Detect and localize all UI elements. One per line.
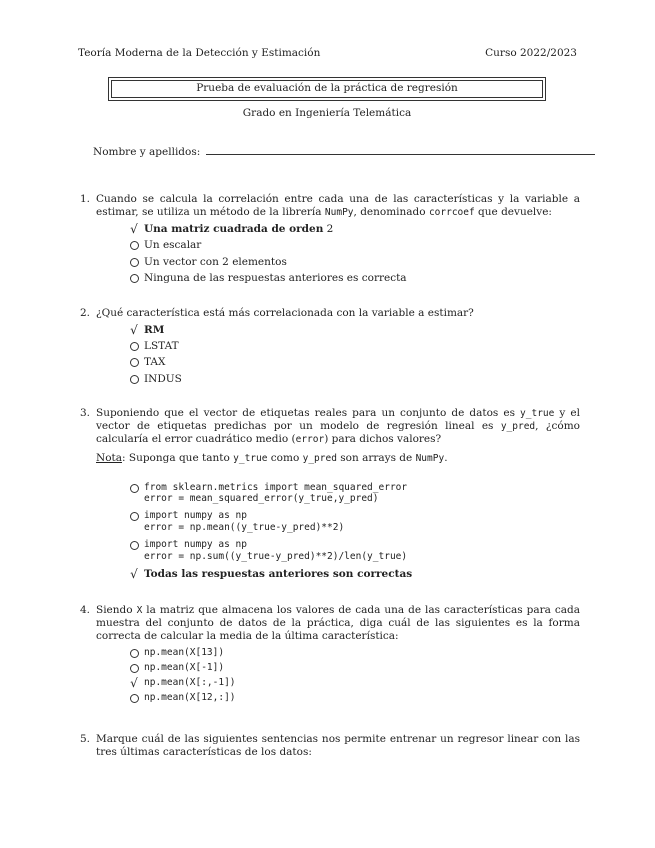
text-segment: ) para dichos valores? — [324, 433, 442, 446]
options — [126, 324, 580, 386]
option-label: np.mean(X[-1]) — [144, 662, 225, 674]
page-header — [78, 47, 577, 60]
question-5 — [80, 733, 580, 759]
options — [126, 223, 580, 285]
question-note — [96, 452, 580, 465]
name-row — [93, 144, 595, 159]
question-1 — [80, 193, 580, 288]
option-label: INDUS — [144, 372, 182, 385]
option-label: Un vector con 2 elementos — [144, 255, 287, 268]
question-number: 3. — [80, 407, 91, 419]
text-segment: son arrays de — [336, 452, 416, 465]
question-text — [96, 407, 580, 446]
radio-icon — [126, 662, 142, 673]
text-segment: Siendo — [96, 604, 137, 616]
question-number: 2. — [80, 307, 91, 319]
code-segment: X — [136, 605, 143, 616]
radio-icon — [126, 373, 142, 384]
option-2[interactable] — [126, 662, 580, 674]
question-3 — [80, 407, 580, 584]
radio-icon — [126, 256, 142, 267]
option-label: np.mean(X[:,-1]) — [144, 677, 236, 689]
radio-icon — [126, 272, 142, 283]
text-segment: , ¿cómo calcularía el error cuadrático medio ( — [96, 420, 580, 446]
degree-name: Grado en Ingeniería Telemática — [242, 107, 412, 119]
option-3[interactable] — [126, 256, 580, 269]
question-text — [96, 604, 580, 643]
check-glyph: √ — [130, 566, 138, 581]
option-text: Una matriz cuadrada de orden — [144, 223, 324, 236]
option-3[interactable] — [126, 677, 580, 689]
text-segment: . — [444, 452, 448, 465]
radio-icon — [126, 647, 142, 658]
code-line: error = np.mean((y_true-y_pred)**2) — [144, 522, 345, 534]
radio-icon — [126, 239, 142, 250]
text-segment: y el vector de etiquetas predichas por un modelo de regresión lineal es — [96, 407, 580, 433]
option-code — [144, 539, 407, 563]
check-glyph: √ — [130, 323, 138, 338]
code-segment: y_true — [520, 408, 555, 419]
text-segment: la matriz que almacena los valores de cada una de las características para cada muestra del conjunto de datos de la práctica, diga cuál de las siguientes es la forma correcta de calcular la media de la última característica: — [96, 604, 580, 643]
code-line: error = mean_squared_error(y_true,y_pred) — [144, 493, 379, 505]
question-number: 1. — [80, 193, 91, 205]
name-input-line[interactable] — [206, 144, 595, 155]
code-line: import numpy as np — [144, 510, 247, 522]
code-segment: NumPy — [415, 453, 445, 465]
code-segment: y_pred — [500, 421, 536, 433]
options — [126, 482, 580, 581]
radio-icon — [126, 340, 142, 351]
check-mark-icon — [126, 568, 142, 580]
question-text: Marque cuál de las siguientes sentencias nos permite entrenar un regresor linear con las tres últimas características de los datos: — [96, 733, 580, 759]
check-mark-icon — [126, 223, 142, 235]
option-label: Un escalar — [144, 239, 202, 252]
code-segment: corrcoef — [428, 207, 475, 219]
option-suffix: 2 — [323, 223, 334, 236]
code-line: import numpy as np — [144, 539, 247, 550]
option-label: RM — [144, 324, 165, 337]
option-label: TAX — [144, 356, 166, 369]
radio-icon — [126, 539, 142, 550]
code-line: error = np.sum((y_true-y_pred)**2)/len(y_true) — [144, 550, 408, 562]
option-label — [144, 223, 333, 236]
note-label: Nota — [96, 452, 122, 465]
code-segment: NumPy — [324, 207, 354, 219]
exam-title: Prueba de evaluación de la práctica de regresión — [196, 82, 458, 95]
option-2[interactable] — [126, 239, 580, 252]
question-number: 4. — [80, 604, 91, 616]
option-1[interactable] — [126, 223, 580, 236]
option-4[interactable] — [126, 373, 580, 386]
option-3[interactable] — [126, 356, 580, 369]
question-text — [96, 193, 580, 219]
option-label: Todas las respuestas anteriores son correctas — [144, 567, 413, 580]
option-2[interactable] — [126, 340, 580, 353]
check-glyph: √ — [130, 222, 138, 237]
code-segment: y_pred — [302, 453, 337, 465]
option-4[interactable] — [126, 692, 580, 704]
option-1[interactable] — [126, 324, 580, 337]
option-1[interactable] — [126, 482, 580, 506]
text-segment: , denominado — [353, 206, 429, 219]
check-glyph: √ — [130, 676, 138, 691]
question-2 — [80, 307, 580, 389]
text-segment: que devuelve: — [474, 206, 552, 219]
code-segment: error — [295, 434, 325, 446]
radio-icon — [126, 692, 142, 703]
option-code — [144, 510, 344, 534]
code-segment: y_true — [233, 453, 268, 465]
option-3[interactable] — [126, 539, 580, 563]
radio-icon — [126, 482, 142, 493]
radio-icon — [126, 510, 142, 521]
option-2[interactable] — [126, 510, 580, 534]
question-4 — [80, 604, 580, 707]
option-label: np.mean(X[13]) — [144, 647, 225, 659]
options — [126, 647, 580, 704]
check-mark-icon — [126, 677, 142, 689]
course-name: Teoría Moderna de la Detección y Estimación — [78, 47, 321, 59]
option-label: LSTAT — [144, 340, 179, 353]
option-label: Ninguna de las respuestas anteriores es correcta — [144, 271, 407, 284]
question-text: ¿Qué característica está más correlacionada con la variable a estimar? — [96, 307, 474, 319]
check-mark-icon — [126, 324, 142, 336]
title-box — [108, 77, 546, 101]
name-label: Nombre y apellidos: — [93, 146, 201, 158]
title-inner — [111, 80, 543, 98]
option-label: np.mean(X[12,:]) — [144, 692, 236, 704]
option-code — [144, 482, 407, 506]
option-4[interactable] — [126, 568, 580, 581]
text-segment: Cuando se calcula la correlación entre cada una de las características y la variable a estimar, se utiliza un método de la librería — [96, 193, 580, 219]
code-line: from sklearn.metrics import mean_squared_error — [144, 481, 408, 493]
option-1[interactable] — [126, 647, 580, 659]
course-year: Curso 2022/2023 — [485, 47, 577, 59]
option-4[interactable] — [126, 272, 580, 285]
radio-icon — [126, 356, 142, 367]
text-segment: : Suponga que tanto — [122, 452, 234, 465]
text-segment: como — [267, 452, 303, 465]
text-segment: Suponiendo que el vector de etiquetas reales para un conjunto de datos es — [96, 407, 521, 419]
question-number: 5. — [80, 733, 91, 745]
